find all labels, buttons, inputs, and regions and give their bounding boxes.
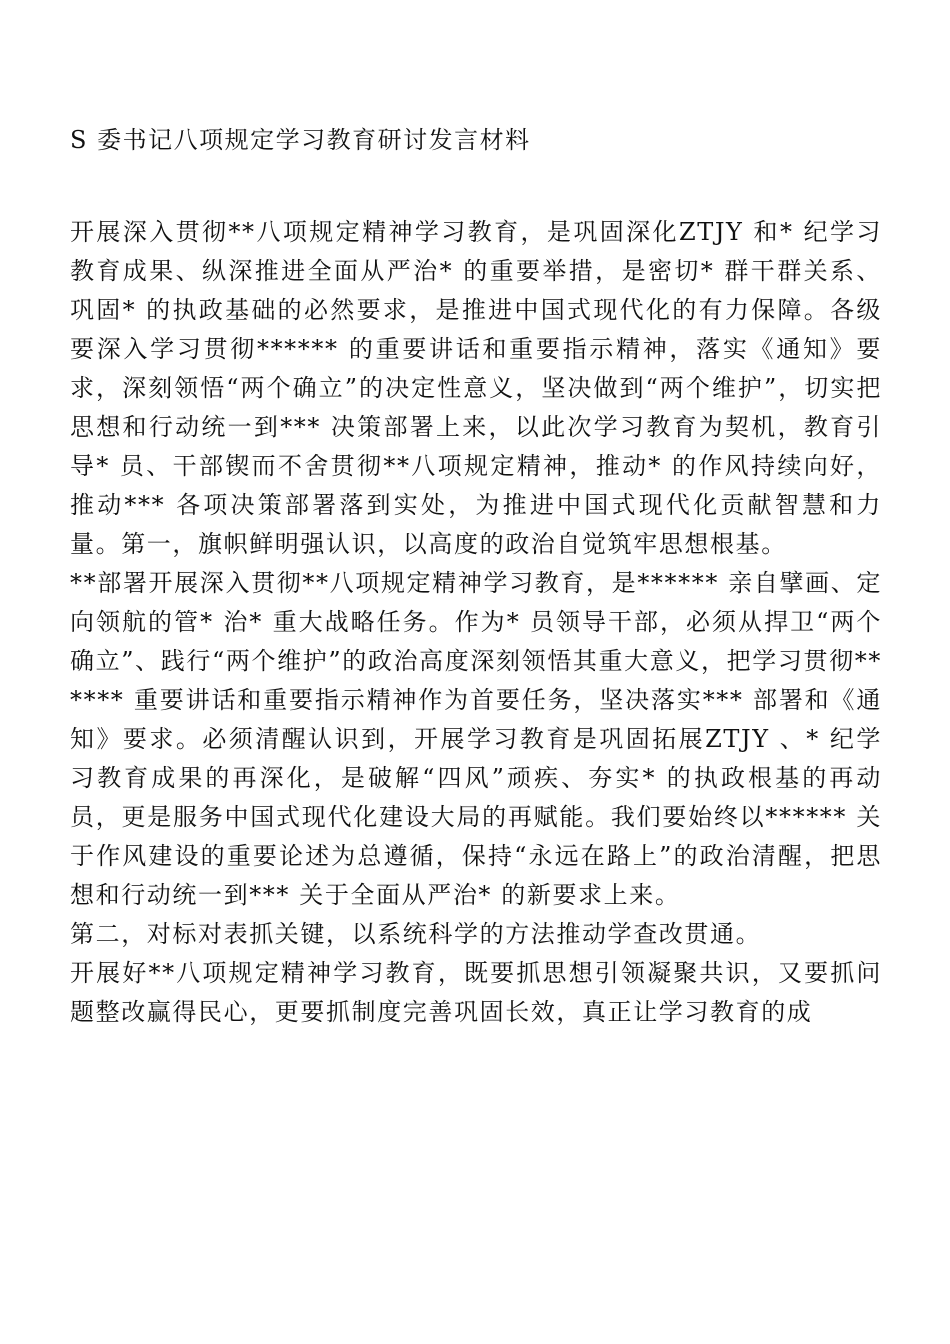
paragraph-1: 开展深入贯彻**八项规定精神学习教育，是巩固深化ZTJY 和* 纪学习教育成果、纵深推进全面从严治* 的重要举措，是密切* 群干群关系、巩固* 的执政基础的必然要求，是推进中国式现代化的有力保障。各级要深入学习贯彻****** 的重要讲话和重要指示精神，落实《通知》要求，深刻领悟“两个确立”的决定性意义，坚决做到“两个维护”，切实把思想和行动统一到*** 决策部署上来，以此次学习教育为契机，教育引导* 员、干部锲而不舍贯彻**八项规定精神，推动* 的作风持续向好，推动*** 各项决策部署落到实处，为推进中国式现代化贡献智慧和力量。第一，旗帜鲜明强认识，以高度的政治自觉筑牢思想根基。 (70, 218, 882, 558)
paragraph-3: 第二，对标对表抓关键，以系统科学的方法推动学查改贯通。 (70, 920, 762, 948)
paragraph-2: **部署开展深入贯彻**八项规定精神学习教育，是****** 亲自擘画、定向领航的管* 治* 重大战略任务。作为* 员领导干部，必须从捍卫“两个确立”、践行“两个维护”的政治高度深刻领悟其重大意义，把学习贯彻****** 重要讲话和重要指示精神作为首要任务，坚决落实*** 部署和《通知》要求。必须清醒认识到，开展学习教育是巩固拓展ZTJY 、* 纪学习教育成果的再深化，是破解“四风”顽疾、夯实* 的执政根基的再动员，更是服务中国式现代化建设大局的再赋能。我们要始终以****** 关于作风建设的重要论述为总遵循，保持“永远在路上”的政治清醒，把思想和行动统一到*** 关于全面从严治* 的新要求上来。 (70, 569, 882, 909)
document-body (70, 213, 882, 1032)
document-title: S 委书记八项规定学习教育研讨发言材料 (70, 126, 531, 154)
paragraph-4: 开展好**八项规定精神学习教育，既要抓思想引领凝聚共识，又要抓问题整改赢得民心，更要抓制度完善巩固长效，真正让学习教育的成 (70, 959, 882, 1026)
